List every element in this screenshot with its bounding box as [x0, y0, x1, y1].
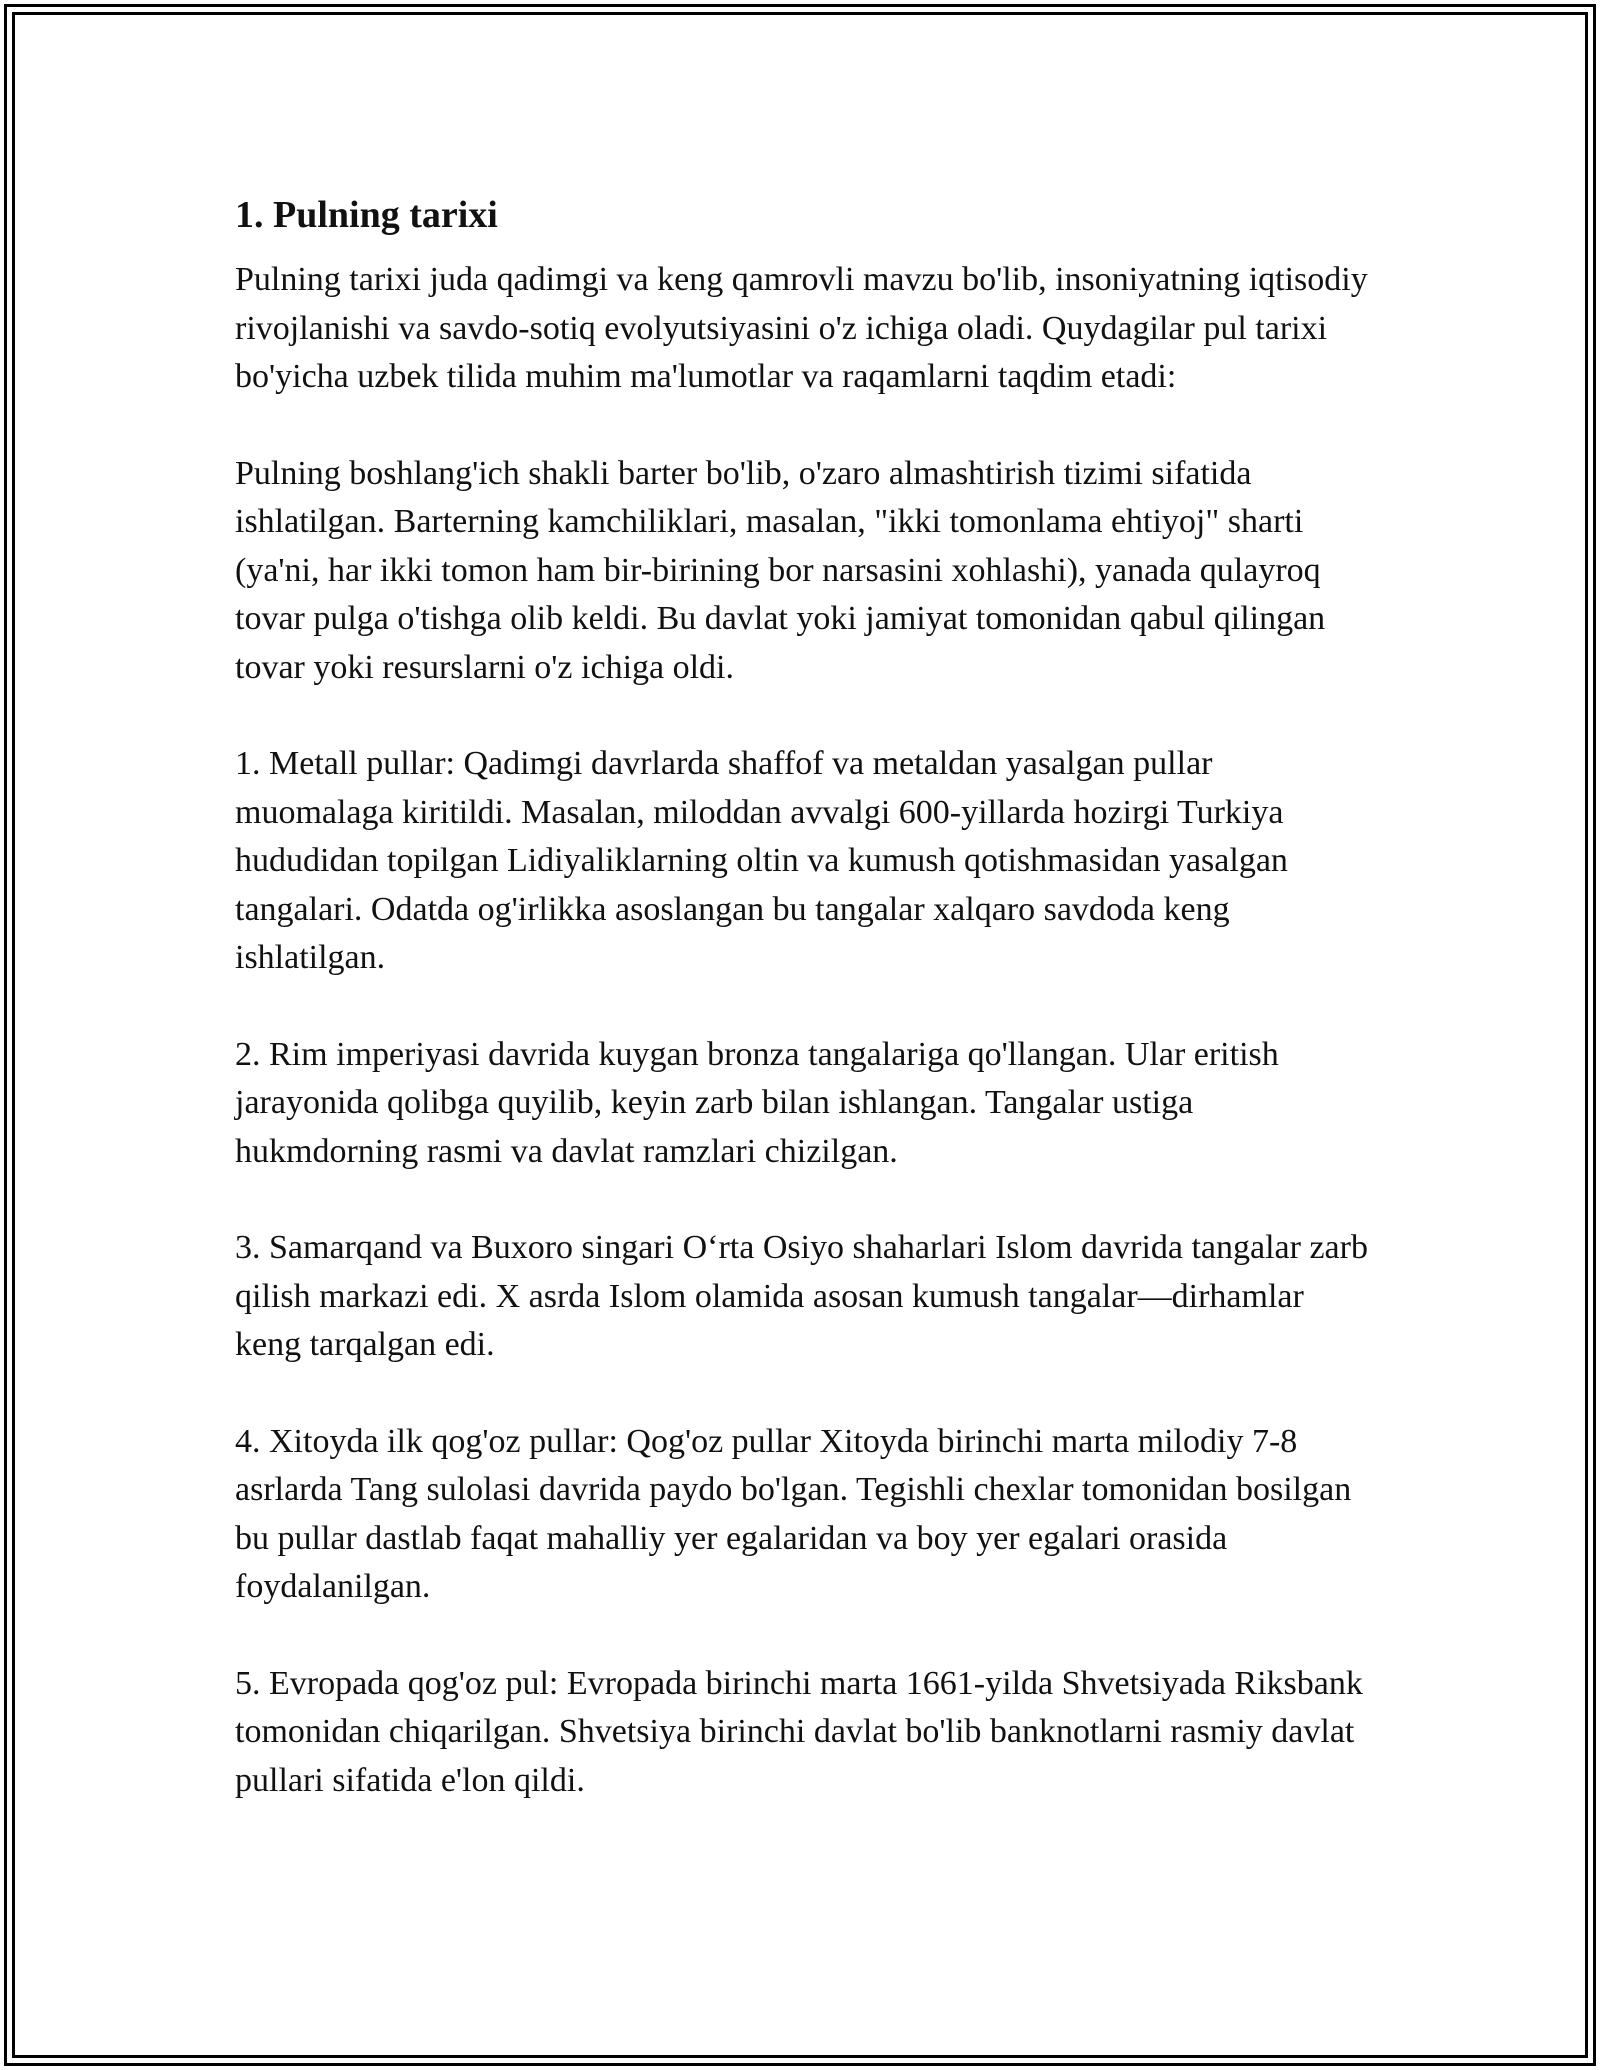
list-item-europe-paper-money: 5. Evropada qog'oz pul: Evropada birinchi marta 1661-yilda Shvetsiyada Riksbank tomonidan chiqarilgan. Shvetsiya birinchi davlat bo'lib banknotlarni rasmiy davlat pullari sifatida e'lon qildi. [235, 1664, 1363, 1799]
section-heading: 1. Pulning tarixi [235, 194, 498, 236]
list-item-metal-money: 1. Metall pullar: Qadimgi davrlarda shaffof va metaldan yasalgan pullar muomalaga kiritildi. Masalan, miloddan avvalgi 600-yillarda hozirgi Turkiya hududidan topilgan Lidiyaliklarning oltin va kumush qotishmasidan yasalgan tangalari. Odatda og'irlikka asoslangan bu tangalar xalqaro savdoda keng ishlatilgan. [235, 745, 1288, 976]
list-item-central-asia: 3. Samarqand va Buxoro singari O‘rta Osiyo shaharlari Islom davrida tangalar zarb qilish markazi edi. X asrda Islom olamida asosan kumush tangalar—dirhamlar keng tarqalgan edi. [235, 1229, 1368, 1363]
list-item-china-paper-money: 4. Xitoyda ilk qog'oz pullar: Qog'oz pullar Xitoyda birinchi marta milodiy 7-8 asrlarda Tang sulolasi davrida paydo bo'lgan. Tegishli chexlar tomonidan bosilgan bu pullar dastlab faqat mahalliy yer egalaridan va boy yer egalari orasida foydalanilgan. [235, 1422, 1352, 1605]
intro-paragraph: Pulning tarixi juda qadimgi va keng qamrovli mavzu bo'lib, insoniyatning iqtisodiy rivojlanishi va savdo-sotiq evolyutsiyasini o'z ichiga oladi. Quydagilar pul tarixi bo'yicha uzbek tilida muhim ma'lumotlar va raqamlarni taqdim etadi: [235, 261, 1368, 395]
barter-paragraph: Pulning boshlang'ich shakli barter bo'lib, o'zaro almashtirish tizimi sifatida ishlatilgan. Barterning kamchiliklari, masalan, "ikki tomonlama ehtiyoj" sharti (ya'ni, har ikki tomon ham bir-birining bor narsasini xohlashi), yanada qulayroq tovar pulga o'tishga olib keldi. Bu davlat yoki jamiyat tomonidan qabul qilingan tovar yoki resurslarni o'z ichiga oldi. [235, 454, 1326, 686]
list-item-roman-empire: 2. Rim imperiyasi davrida kuygan bronza tangalariga qo'llangan. Ular eritish jarayonida qolibga quyilib, keyin zarb bilan ishlangan. Tangalar ustiga hukmdorning rasmi va davlat ramzlari chizilgan. [235, 1035, 1279, 1170]
document-body [235, 186, 1375, 1853]
